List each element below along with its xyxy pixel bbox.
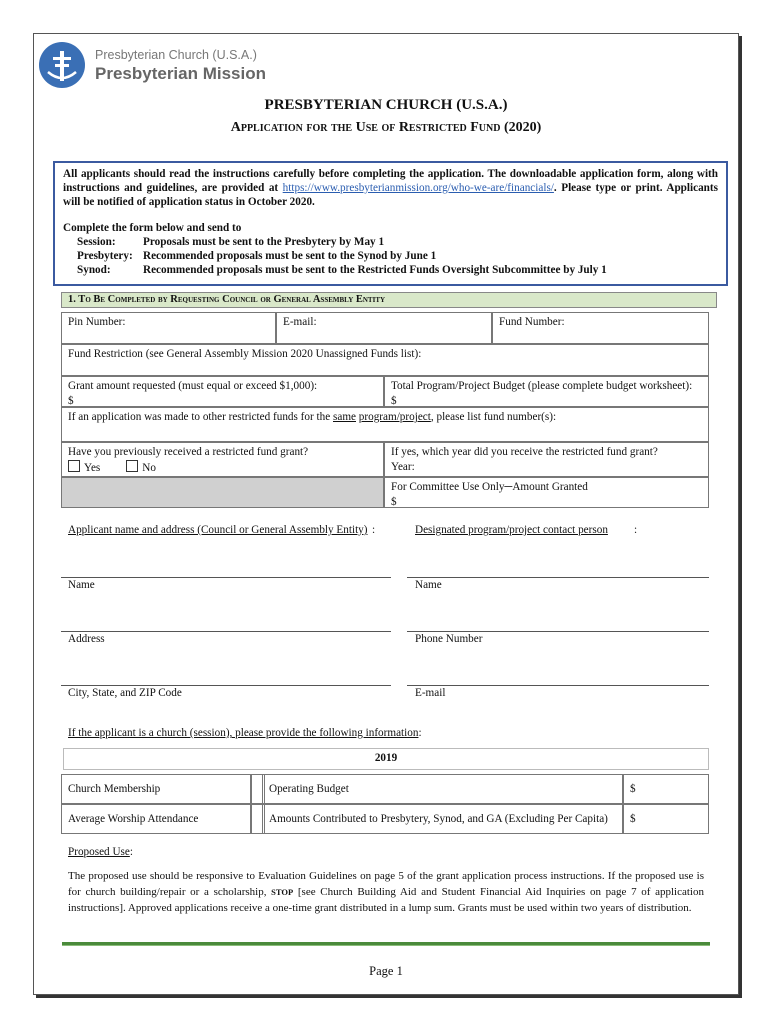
address-line[interactable]: [61, 631, 391, 632]
page-subtitle: Application for the Use of Restricted Fund (2020): [230, 120, 542, 135]
committee-use-field: For Committee Use Only─Amount Granted $: [384, 477, 709, 508]
shaded-cell: [61, 477, 384, 508]
grant-amount-field[interactable]: Grant amount requested (must equal or exceed $1,000): $: [61, 376, 384, 407]
proposed-use-heading: Proposed Use:: [68, 846, 133, 858]
church-year-header: 2019: [63, 748, 709, 770]
form-page: Presbyterian Church (U.S.A.) Presbyterian Mission PRESBYTERIAN CHURCH (U.S.A.) Application for the Use of Restricted Fund (2020) All applicants should read the instructions carefully before completing the application. The downloadable application form, along with instructions and guidelines, are provided at https://www.presbyterianmission.org/who-we-are/financials/. Please type or print. Applicants will be notified of application status in October 2020. Complete the form below and send to Session: Proposals must be sent to the Presbytery by May 1 Presbytery: Recommended proposals must be sent to the Synod by June 1 Synod: Recommended proposals must be sent to the Restricted Funds Oversight Subcommittee by July 1 1. To Be Completed by Requesting Council or General Assembly Entity Pin Number: E-mail: Fund Number: Fund Restriction (see General Assembly Mission 2020 Unassigned Funds list): Grant amount requested (must equal or exceed $1,000): $ Total Program/Project Budget (please complete budget worksheet): $ If an application was made to other restricted funds for the same program/project, please list fund number(s): Have you previously received a restricted fund grant? Yes No If yes, which year did you receive the restricted fund grant? Year: For Committee Use Only─Amount Granted $ Applicant name and address (Council or General Assembly Entity) : Designated program/project contact person : Name Name Address Phone Number City, State, and ZIP Code E-mail If the applicant is a church (session), please provide the following information: 2019 Church Membership Operating Budget $ Average Worship Attendance Amounts Contributed to Presbytery, Synod, and GA (Excluding Per Capita) $ Proposed Use: The proposed use should be responsive to Evaluation Guidelines on page 5 of the grant application process instructions. If the proposed use is for church building/repair or a scholarship, STOP [see Church Building Aid and Student Financial Aid Inquiries on page 7 of application instructions]. Approved applications receive a one-time grant distributed in a lump sum. Grants must be used within two years of distribution. Page 1: [33, 33, 739, 995]
phone-line[interactable]: [407, 631, 709, 632]
name-line[interactable]: [61, 577, 391, 578]
contact-heading: Designated program/project contact person: [415, 524, 608, 536]
logo: [39, 42, 269, 92]
city-line[interactable]: [61, 685, 391, 686]
phone-label: Phone Number: [415, 633, 483, 645]
no-checkbox[interactable]: [126, 460, 138, 472]
church-membership-label: Church Membership: [61, 774, 251, 804]
logo-line-2: Presbyterian Mission: [95, 64, 267, 83]
city-label: City, State, and ZIP Code: [68, 687, 182, 699]
operating-budget-label: Operating Budget: [262, 774, 623, 804]
proposed-use-text: The proposed use should be responsive to Evaluation Guidelines on page 5 of the grant application process instructions. If the proposed use is for church building/repair or a scholarship, STOP [see Church Building Aid and Student Financial Aid Inquiries on page 7 of application instructions]. Approved applications receive a one-time grant distributed in a lump sum. Grants must be used within two years of distribution.: [68, 870, 704, 914]
footer-divider: [62, 942, 710, 946]
send-intro: Complete the form below and send to: [63, 222, 242, 234]
presbyterian-seal-icon: [39, 42, 85, 88]
contact-name-line[interactable]: [407, 577, 709, 578]
applicant-heading: Applicant name and address (Council or General Assembly Entity): [68, 524, 368, 536]
send-row-presbytery: Presbytery: Recommended proposals must be sent to the Synod by June 1: [77, 250, 437, 262]
intro-paragraph: All applicants should read the instructions carefully before completing the application. The downloadable application form, along with instructions and guidelines, are provided at https://www.presbyterianmission.org/who-we-are/financials/. Please type or print. Applicants will be notified of application status in October 2020.: [63, 168, 718, 208]
contributed-label: Amounts Contributed to Presbytery, Synod, and GA (Excluding Per Capita): [262, 804, 623, 834]
instructions-box: [53, 161, 728, 286]
financials-link[interactable]: https://www.presbyterianmission.org/who-we-are/financials/: [282, 182, 554, 194]
fund-number-field[interactable]: Fund Number:: [492, 312, 709, 344]
address-label: Address: [68, 633, 105, 645]
send-row-synod: Synod: Recommended proposals must be sent to the Restricted Funds Oversight Subcommittee by July 1: [77, 264, 607, 276]
fund-restriction-field[interactable]: Fund Restriction (see General Assembly Mission 2020 Unassigned Funds list):: [61, 344, 709, 376]
pin-number-field[interactable]: Pin Number:: [61, 312, 276, 344]
contributed-input[interactable]: $: [623, 804, 709, 834]
church-heading: If the applicant is a church (session), please provide the following information:: [68, 727, 422, 739]
which-year-field[interactable]: If yes, which year did you receive the restricted fund grant? Year:: [384, 442, 709, 477]
page-number: Page 1: [369, 964, 403, 978]
contact-name-label: Name: [415, 579, 442, 591]
operating-budget-input[interactable]: $: [623, 774, 709, 804]
name-label: Name: [68, 579, 95, 591]
previous-applications-field[interactable]: If an application was made to other restricted funds for the same program/project, please list fund number(s):: [61, 407, 709, 442]
contact-email-line[interactable]: [407, 685, 709, 686]
previous-grant-question: Have you previously received a restricted fund grant? Yes No: [61, 442, 384, 477]
email-field[interactable]: E-mail:: [276, 312, 492, 344]
section-1-heading: 1. To Be Completed by Requesting Council or General Assembly Entity: [61, 292, 717, 308]
send-row-session: Session: Proposals must be sent to the Presbytery by May 1: [77, 236, 385, 248]
page-title: PRESBYTERIAN CHURCH (U.S.A.): [264, 97, 508, 113]
yes-checkbox[interactable]: [68, 460, 80, 472]
logo-line-1: Presbyterian Church (U.S.A.): [95, 48, 257, 62]
contact-email-label: E-mail: [415, 687, 446, 699]
worship-attendance-label: Average Worship Attendance: [61, 804, 251, 834]
total-budget-field[interactable]: Total Program/Project Budget (please complete budget worksheet): $: [384, 376, 709, 407]
